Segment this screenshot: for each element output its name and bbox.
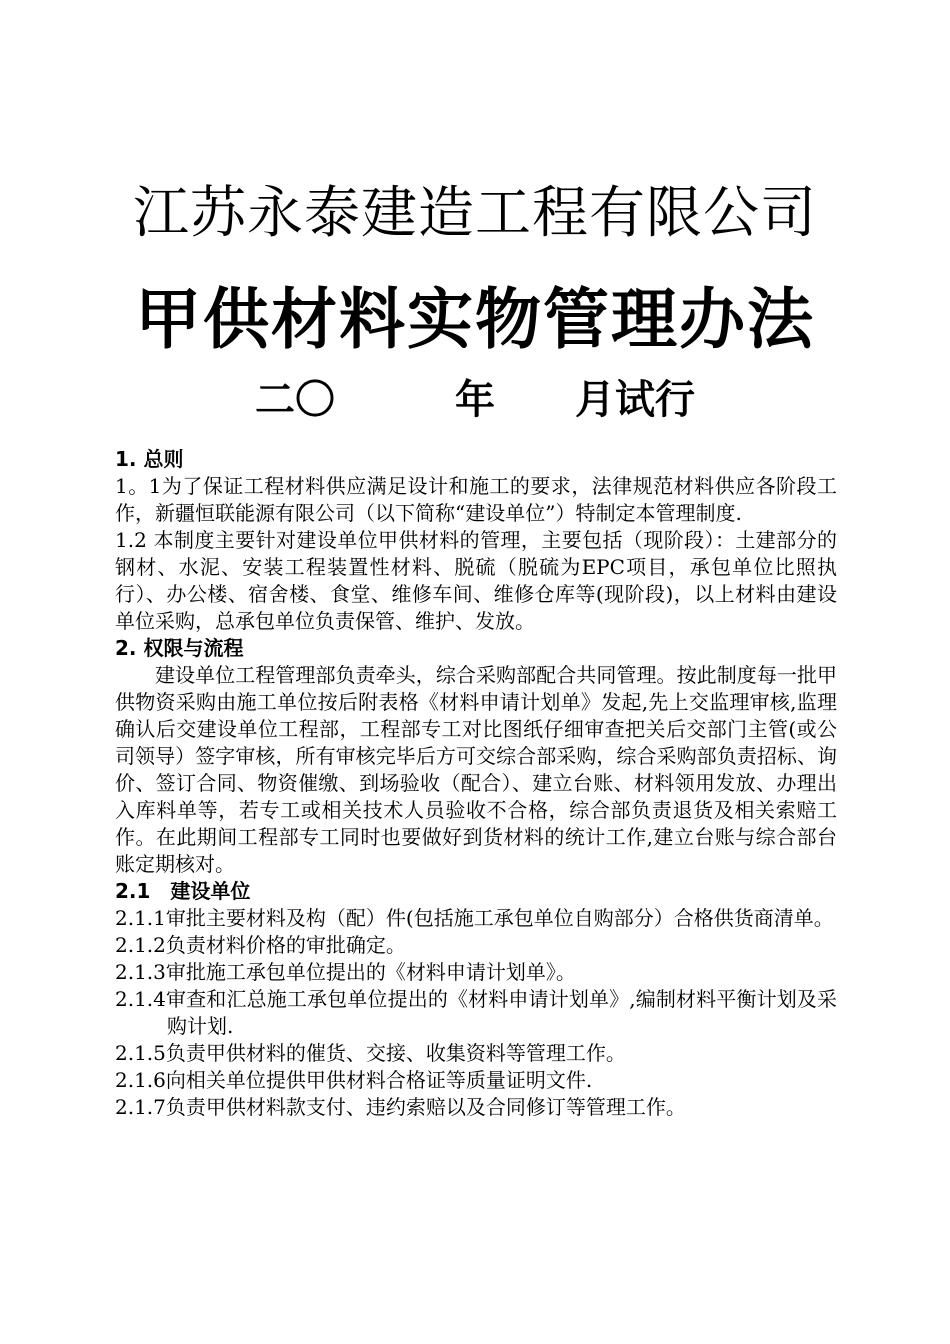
document-body bbox=[115, 446, 837, 1121]
section-2-heading: 2. 权限与流程 bbox=[115, 636, 244, 660]
item-2-1-4: 2.1.4审查和汇总施工承包单位提出的《材料申请计划单》,编制材料平衡计划及采购计划. bbox=[115, 987, 837, 1038]
document-title: 甲供材料实物管理办法 bbox=[135, 281, 815, 358]
item-2-1-5: 2.1.5负责甲供材料的催货、交接、收集资料等管理工作。 bbox=[115, 1041, 626, 1065]
section-2-1-heading: 2.1 建设单位 bbox=[115, 879, 251, 903]
item-2-1-3: 2.1.3审批施工承包单位提出的《材料申请计划单》。 bbox=[115, 960, 576, 984]
company-name: 江苏永泰建造工程有限公司 bbox=[133, 181, 817, 246]
trial-date-line: 二〇 年 月试行 bbox=[255, 377, 695, 423]
section-1-heading: 1. 总则 bbox=[115, 447, 184, 471]
item-2-1-1: 2.1.1审批主要材料及构（配）件(包括施工承包单位自购部分）合格供货商清单。 bbox=[115, 906, 834, 930]
paragraph-1-1: 1。1为了保证工程材料供应满足设计和施工的要求，法律规范材料供应各阶段工作，新疆恒联能源有限公司（以下简称“建设单位”）特制定本管理制度. bbox=[115, 474, 837, 525]
paragraph-1-2: 1.2 本制度主要针对建设单位甲供材料的管理，主要包括（现阶段）：土建部分的钢材、水泥、安装工程装置性材料、脱硫（脱硫为EPC项目，承包单位比照执行）、办公楼、宿舍楼、食堂、维修车间、维修仓库等(现阶段)，以上材料由建设单位采购，总承包单位负责保管、维护、发放。 bbox=[115, 528, 837, 633]
paragraph-2-body: 建设单位工程管理部负责牵头，综合采购部配合共同管理。按此制度每一批甲供物资采购由施工单位按后附表格《材料申请计划单》发起,先上交监理审核,监理确认后交建设单位工程部，工程部专工对比图纸仔细审查把关后交部门主管(或公司领导）签字审核，所有审核完毕后方可交综合部采购，综合采购部负责招标、询价、签订合同、物资催缴、到场验收（配合）、建立台账、材料领用发放、办理出入库料单等，若专工或相关技术人员验收不合格，综合部负责退货及相关索赔工作。在此期间工程部专工同时也要做好到货材料的统计工作,建立台账与综合部台账定期核对。 bbox=[115, 663, 837, 876]
item-2-1-2: 2.1.2负责材料价格的审批确定。 bbox=[115, 933, 406, 957]
item-2-1-7: 2.1.7负责甲供材料款支付、违约索赔以及合同修订等管理工作。 bbox=[115, 1095, 686, 1119]
item-2-1-6: 2.1.6向相关单位提供甲供材料合格证等质量证明文件. bbox=[115, 1068, 593, 1092]
